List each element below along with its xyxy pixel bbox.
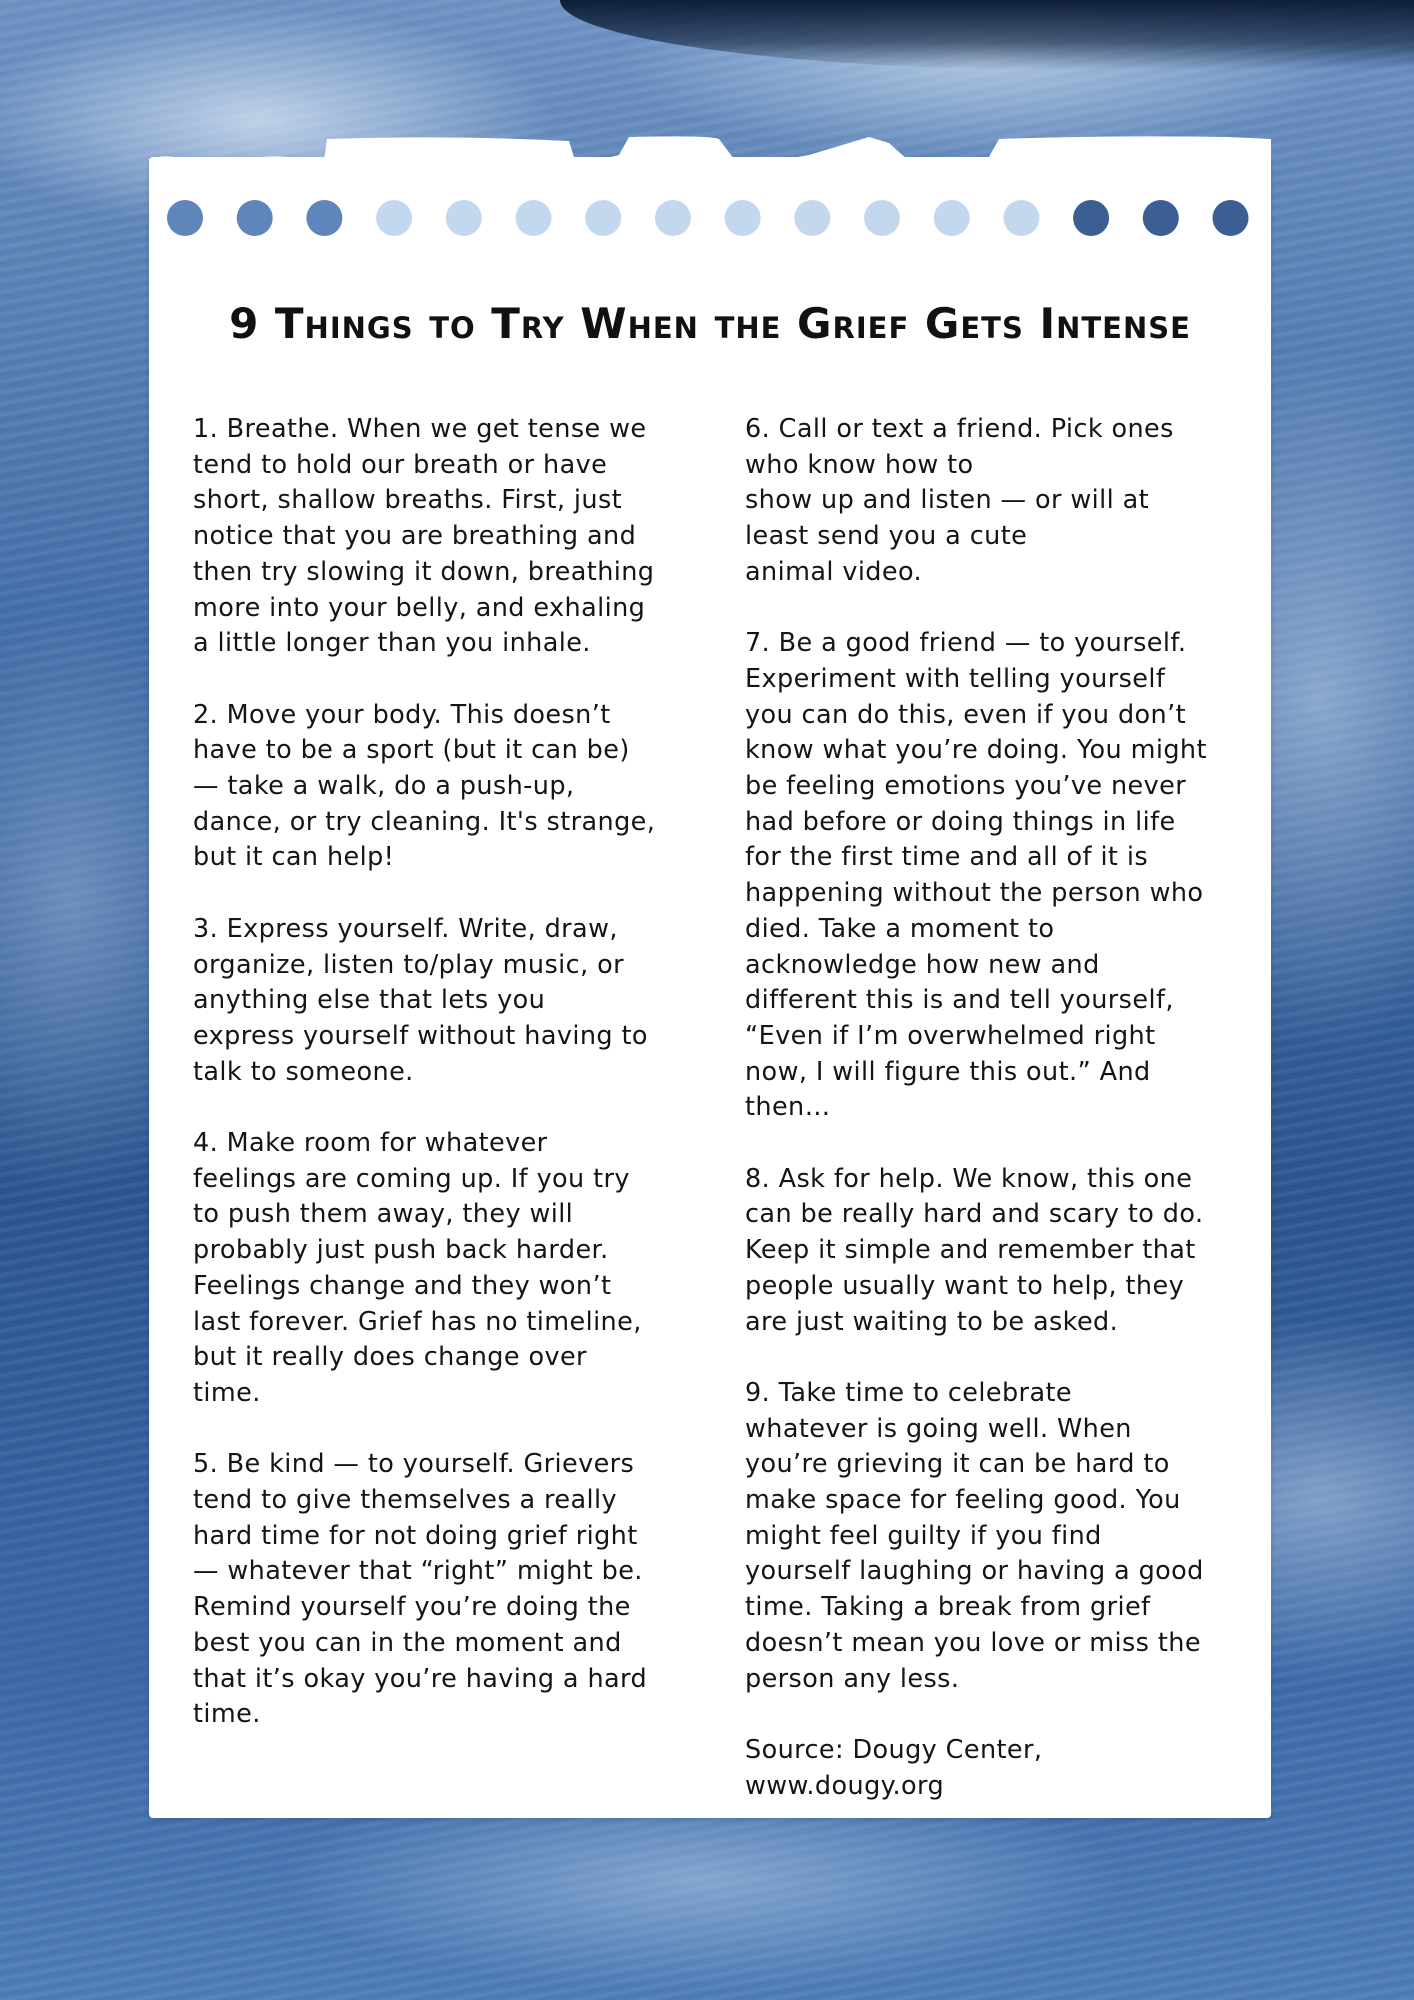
binder-hole — [167, 200, 203, 236]
binder-hole — [376, 200, 412, 236]
water-background-shadow — [560, 0, 1414, 70]
binder-hole — [1143, 200, 1179, 236]
binder-hole — [237, 200, 273, 236]
binder-hole — [794, 200, 830, 236]
binder-hole — [934, 200, 970, 236]
binder-holes — [149, 157, 1271, 247]
page-title: 9 Things to Try When the Grief Gets Intense — [229, 299, 1191, 348]
binder-hole — [306, 200, 342, 236]
tip-5: 5. Be kind — to yourself. Grievers tend to give themselves a really hard time for not doing grief right — whatever that “right” might be. Remind yourself you’re doing the best you can in the moment and that it’s okay you’re having a hard time. — [193, 1449, 648, 1730]
tips-column-right — [745, 412, 1245, 1804]
tip-7: 7. Be a good friend — to yourself. Experiment with telling yourself you can do this, even if you don’t know what you’re doing. You might be feeling emotions you’ve never had before or doing things in life for the first time and all of it is happening without the person who died. Take a moment to acknowledge how new and different this is and tell yourself, “Even if I’m overwhelmed right now, I will figure this out.” And then… — [745, 628, 1207, 1123]
tip-4: 4. Make room for whatever feelings are coming up. If you try to push them away, they will probably just push back harder. Feelings change and they won’t last forever. Grief has no timeline, but it really does change over time. — [193, 1128, 642, 1408]
binder-hole — [1003, 200, 1039, 236]
binder-hole — [655, 200, 691, 236]
binder-hole — [1213, 200, 1249, 236]
tips-column-left — [193, 412, 693, 1769]
tip-8: 8. Ask for help. We know, this one can be really hard and scary to do. Keep it simple and remember that people usually want to help, they are just waiting to be asked. — [745, 1163, 1204, 1337]
tip-2: 2. Move your body. This doesn’t have to be a sport (but it can be) — take a walk, do a push-up, dance, or try cleaning. It's strange, but it can help! — [193, 699, 656, 873]
binder-hole — [864, 200, 900, 236]
tip-9: 9. Take time to celebrate whatever is going well. When you’re grieving it can be hard to make space for feeling good. You might feel guilty if you find yourself laughing or having a good time. Taking a break from grief doesn’t mean you love or miss the person any less. — [745, 1377, 1204, 1694]
binder-hole — [585, 200, 621, 236]
binder-hole — [516, 200, 552, 236]
tip-6: 6. Call or text a friend. Pick ones who know how to show up and listen — or will at least send you a cute animal video. — [745, 414, 1174, 587]
binder-hole — [446, 200, 482, 236]
binder-hole — [1073, 200, 1109, 236]
binder-hole — [725, 200, 761, 236]
tip-1: 1. Breathe. When we get tense we tend to hold our breath or have short, shallow breaths. First, just notice that you are breathing and then try slowing it down, breathing more into your belly, and exhaling a little longer than you inhale. — [193, 414, 655, 659]
source-credit: Source: Dougy Center, www.dougy.org — [745, 1734, 1043, 1801]
tip-3: 3. Express yourself. Write, draw, organize, listen to/play music, or anything else that lets you express yourself without having to talk to someone. — [193, 913, 648, 1087]
notebook-paper — [149, 157, 1271, 1818]
